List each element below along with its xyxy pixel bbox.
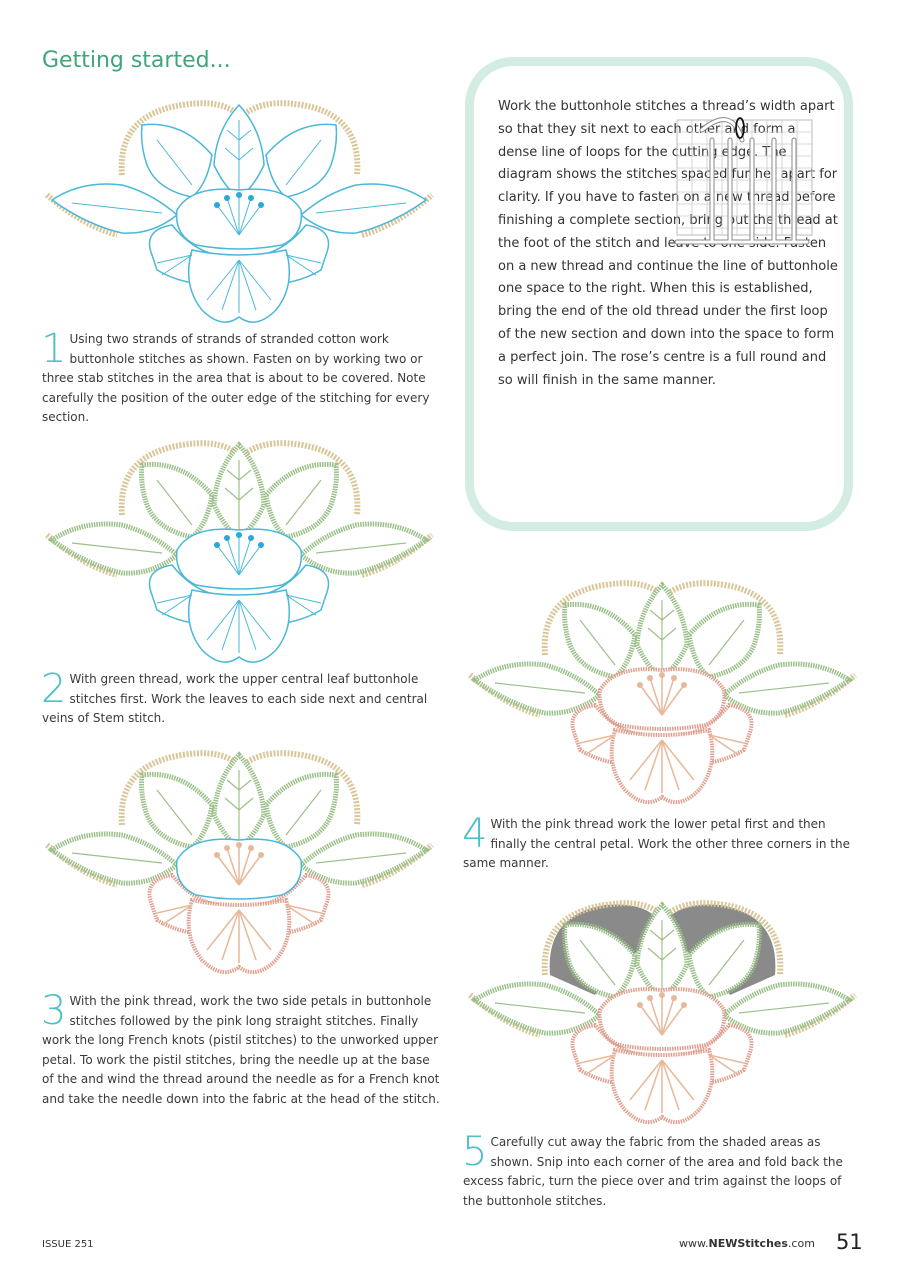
step-5-illustration — [465, 885, 860, 1130]
tip-callout-text: Work the buttonhole stitches a thread’s width apart so that they sit next to each other and form a dense line of loops for the cutting edge. The diagram shows the stitches spaced further apart for clarity. If you have to fasten on a new thread before finishing a complete section, bring out the thread at the foot of the stitch and leave to one side. Fasten on a new thread and continue the line of buttonhole one space to the right. When this is established, bring the end of the old thread under the first loop of the new section and down into the space to form a perfect join. The rose’s centre is a full round and so will finish in the same manner. — [498, 99, 838, 388]
page-number: 51 — [836, 1230, 863, 1254]
step-1 — [41, 326, 437, 428]
step-number: 1 — [41, 326, 67, 372]
step-2 — [41, 666, 437, 729]
step-4 — [462, 811, 863, 874]
step-text: With green thread, work the upper central leaf buttonhole stitches first. Work the leaves to each side next and central veins of Stem stitch. — [42, 672, 428, 725]
step-text: With the pink thread, work the two side petals in buttonhole stitches followed by the pink long straight stitches. Finally work the long French knots (pistil stitches) to the unworked upper petal. To work the pistil stitches, bring the needle up at the base of the and wind the thread around the needle as for a French knot and take the needle down into the fabric at the head of the stitch. — [42, 994, 440, 1106]
step-text: With the pink thread work the lower petal first and then finally the central petal. Work the other three corners in the same manner. — [463, 817, 850, 870]
step-3-illustration — [42, 735, 437, 980]
step-text: Using two strands of strands of stranded cotton work buttonhole stitches as shown. Fasten on by working two or three stab stitches in the area that is about to be covered. Note carefully the position of the outer edge of the stitching for every section. — [42, 332, 430, 424]
page-title: Getting started... — [42, 48, 231, 73]
step-number: 2 — [41, 666, 67, 712]
step-4-illustration — [465, 565, 860, 810]
step-5 — [462, 1129, 863, 1211]
buttonhole-stitch-diagram — [672, 100, 817, 250]
step-number: 3 — [41, 988, 67, 1034]
step-1-illustration — [42, 85, 437, 330]
issue-label: ISSUE 251 — [42, 1239, 94, 1250]
step-number: 4 — [462, 811, 488, 857]
step-number: 5 — [462, 1129, 488, 1175]
step-2-illustration — [42, 425, 437, 670]
step-text: Carefully cut away the fabric from the shaded areas as shown. Snip into each corner of the area and fold back the excess fabric, turn the piece over and trim against the loops of the buttonhole stitches. — [463, 1135, 843, 1208]
website-url[interactable]: www.NEWStitches.com — [679, 1237, 815, 1250]
step-3 — [41, 988, 440, 1109]
